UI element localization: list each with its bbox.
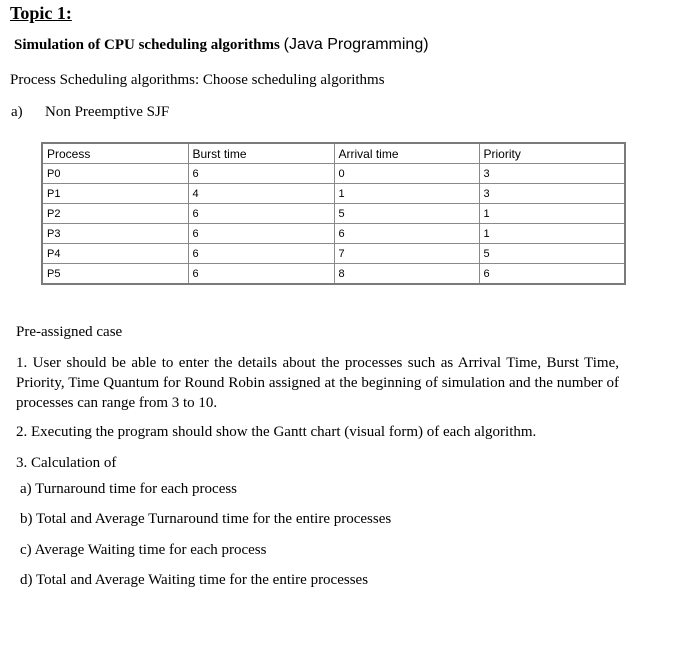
cell-process: P4 bbox=[42, 244, 188, 264]
table-row bbox=[42, 164, 625, 184]
requirement-2: 2. Executing the program should show the Gantt chart (visual form) of each algorithm. bbox=[16, 424, 537, 440]
cell-arrival-time: 0 bbox=[334, 164, 479, 184]
topic-heading: Topic 1: bbox=[10, 3, 72, 23]
cell-arrival-time: 6 bbox=[334, 224, 479, 244]
cell-arrival-time: 8 bbox=[334, 264, 479, 285]
cell-process: P2 bbox=[42, 204, 188, 224]
header-burst-time: Burst time bbox=[188, 143, 334, 164]
table-row bbox=[42, 264, 625, 285]
cell-process: P5 bbox=[42, 264, 188, 285]
cell-process: P0 bbox=[42, 164, 188, 184]
cell-burst-time: 6 bbox=[188, 204, 334, 224]
subtitle bbox=[14, 36, 429, 54]
pre-assigned-heading: Pre-assigned case bbox=[16, 324, 123, 340]
cell-arrival-time: 1 bbox=[334, 184, 479, 204]
cell-priority: 1 bbox=[479, 224, 625, 244]
table-row bbox=[42, 224, 625, 244]
cell-burst-time: 6 bbox=[188, 264, 334, 285]
table-header-row bbox=[42, 143, 625, 164]
calc-item-b: b) Total and Average Turnaround time for the entire processes bbox=[20, 511, 392, 527]
cell-process: P1 bbox=[42, 184, 188, 204]
cell-burst-time: 4 bbox=[188, 184, 334, 204]
calc-item-c: c) Average Waiting time for each process bbox=[20, 542, 267, 558]
algorithm-item-label: a) bbox=[11, 104, 23, 120]
cell-arrival-time: 5 bbox=[334, 204, 479, 224]
table-row bbox=[42, 244, 625, 264]
calc-item-d: d) Total and Average Waiting time for the entire processes bbox=[20, 572, 369, 588]
process-table bbox=[41, 142, 626, 285]
cell-priority: 3 bbox=[479, 184, 625, 204]
calc-item-a: a) Turnaround time for each process bbox=[20, 481, 238, 497]
cell-priority: 5 bbox=[479, 244, 625, 264]
header-process: Process bbox=[42, 143, 188, 164]
cell-arrival-time: 7 bbox=[334, 244, 479, 264]
requirement-1: 1. User should be able to enter the details about the processes such as Arrival Time, Burst Time, Priority, Time Quantum for Round Robin assigned at the beginning of simulation and the number of processes can range from 3 to 10. bbox=[16, 355, 619, 411]
algorithm-item bbox=[11, 104, 169, 121]
cell-burst-time: 6 bbox=[188, 224, 334, 244]
cell-priority: 6 bbox=[479, 264, 625, 285]
algorithm-item-text: Non Preemptive SJF bbox=[45, 104, 170, 120]
table-row bbox=[42, 204, 625, 224]
header-priority: Priority bbox=[479, 143, 625, 164]
subtitle-main: Simulation of CPU scheduling algorithms bbox=[14, 37, 280, 53]
cell-process: P3 bbox=[42, 224, 188, 244]
intro-text: Process Scheduling algorithms: Choose scheduling algorithms bbox=[10, 72, 385, 88]
header-arrival-time: Arrival time bbox=[334, 143, 479, 164]
table-row bbox=[42, 184, 625, 204]
cell-burst-time: 6 bbox=[188, 244, 334, 264]
cell-burst-time: 6 bbox=[188, 164, 334, 184]
subtitle-paren: (Java Programming) bbox=[283, 36, 429, 53]
cell-priority: 1 bbox=[479, 204, 625, 224]
requirement-3: 3. Calculation of bbox=[16, 455, 117, 471]
cell-priority: 3 bbox=[479, 164, 625, 184]
